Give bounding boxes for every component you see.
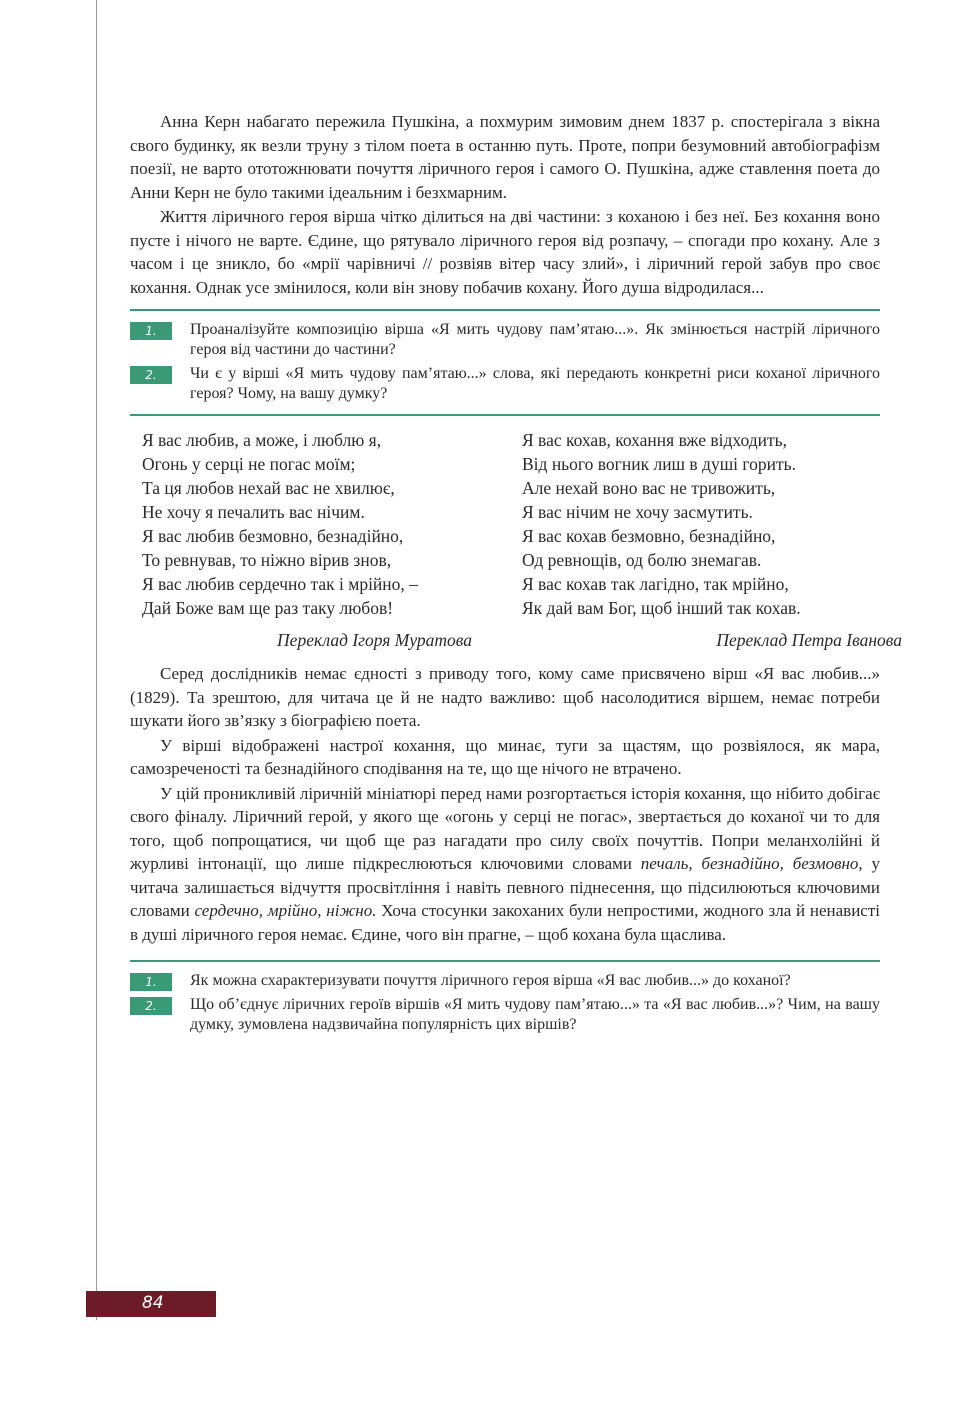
poem-line: Дай Боже вам ще раз таку любов! (142, 598, 394, 618)
question-number: 2. (130, 366, 172, 384)
page-number-box (86, 1291, 216, 1317)
paragraph: Серед дослідників немає єдності з приводу того, кому саме присвячено вірш «Я вас любив...» (1829). Та зрештою, для читача це й не надто важливо: щоб насолодитися віршем, немає потреби шукати його зв’язку з біографією поета. (130, 664, 880, 730)
poem-line: Від нього вогник лиш в душі горить. (522, 454, 797, 474)
question-text: Проаналізуйте композицію вірша «Я мить чудову пам’ятаю...». Як змінюється настрій ліричного героя від частини до частини? (190, 321, 880, 358)
translator-credit: Переклад Петра Іванова (716, 630, 902, 650)
poem-line: Я вас любив, а може, і люблю я, (142, 430, 382, 450)
poem-line: Не хочу я печалить вас нічим. (142, 502, 365, 522)
page-content (130, 110, 902, 1057)
poem-line: Огонь у серці не погас моїм; (142, 454, 356, 474)
question-text: Що об’єднує ліричних героїв віршів «Я мить чудову пам’ятаю...» та «Я вас любив...»? Чим, на вашу думку, зумовлена надзвичайна популярність цих віршів? (190, 996, 880, 1033)
poem-line: Але нехай воно вас не тривожить, (522, 478, 776, 498)
poem-line: То ревнував, то ніжно вірив знов, (142, 550, 392, 570)
poem-line: Я вас кохав так лагідно, так мрійно, (522, 574, 789, 594)
poems (130, 428, 902, 652)
poem-line: Я вас любив безмовно, безнадійно, (142, 526, 404, 546)
paragraph: У вірші відображені настрої кохання, що минає, туги за щастям, що розвіялося, як мара, самозреченості та безнадійного сподівання на те, що ще нічого не втрачено. (130, 735, 880, 778)
question-item (130, 364, 880, 404)
margin-line (96, 0, 97, 1320)
poem-left (130, 428, 500, 652)
question-number: 2. (130, 997, 172, 1015)
paragraph: Життя ліричного героя вірша чітко ділиться на дві частини: з коханою і без неї. Без кохання воно пусте і нічого не варте. Єдине, що рятувало ліричного героя від розпачу, – спогади про кохану. Але з часом і це зникло, бо «мрії чарівничі // розвіяв вітер часу злий», і ліричний герой забув про своє кохання. Однак усе змінилося, коли він знову побачив кохану. Його душа відродилася... (130, 207, 880, 297)
text-segment: у читача залишається відчуття просвітління і навіть певного піднесення, що підсилюються ключовими словами (130, 854, 880, 920)
poem-line: Та ця любов нехай вас не хвилює, (142, 478, 395, 498)
text-segment: Хоча стосунки закоханих були непростими, жодного зла й ненависті в душі ліричного героя немає. Єдине, чого він прагне, – щоб кохана була щаслива. (130, 901, 880, 944)
text-segment: У цій проникливій ліричній мініатюрі перед нами розгортається історія кохання, що нібито добігає свого фіналу. Ліричний герой, у якого ще «огонь у серці не погас», звертається до коханої чи то для того, щоб попрощатися, чи щоб ще раз нагадати про силу своїх почуттів. Попри меланхолійні й журливі інтонації, що лише підкреслюються ключовими словами (130, 783, 880, 873)
question-item (130, 320, 880, 360)
emphasis-keywords: сердечно, мрійно, ніжно. (194, 901, 377, 920)
question-text: Як можна схарактеризувати почуття ліричного героя вірша «Я вас любив...» до коханої? (190, 972, 791, 989)
questions-block (130, 960, 880, 1045)
poem-line: Я вас кохав безмовно, безнадійно, (522, 526, 776, 546)
question-item (130, 995, 880, 1035)
question-number: 1. (130, 973, 172, 991)
question-number: 1. (130, 322, 172, 340)
poem-line: Я вас кохав, кохання вже відходить, (522, 430, 787, 450)
poem-line: Я вас любив сердечно так і мрійно, – (142, 574, 418, 594)
poem-line: Як дай вам Бог, щоб інший так кохав. (522, 598, 801, 618)
question-item (130, 971, 880, 991)
questions-block (130, 309, 880, 416)
paragraph-with-emphasis (130, 782, 880, 947)
page-number: 84 (142, 1293, 164, 1313)
poem-line: Од ревнощів, од болю знемагав. (522, 550, 762, 570)
emphasis-keywords: печаль, безнадійно, безмовно, (640, 854, 863, 873)
poem-line: Я вас нічим не хочу засмутить. (522, 502, 753, 522)
translator-credit: Переклад Ігоря Муратова (277, 630, 472, 650)
question-text: Чи є у вірші «Я мить чудову пам’ятаю...» слова, які передають конкретні риси коханої ліричного героя? Чому, на вашу думку? (190, 365, 880, 402)
paragraph: Анна Керн набагато пережила Пушкіна, а похмурим зимовим днем 1837 р. спостерігала з вікна свого будинку, як везли труну з тілом поета в останню путь. Проте, попри безумовний автобіографізм поезії, не варто ототожнювати почуття ліричного героя і самого О. Пушкіна, адже ставлення поета до Анни Керн не було такими ідеальним і безхмарним. (130, 112, 880, 202)
poem-right (500, 428, 902, 652)
